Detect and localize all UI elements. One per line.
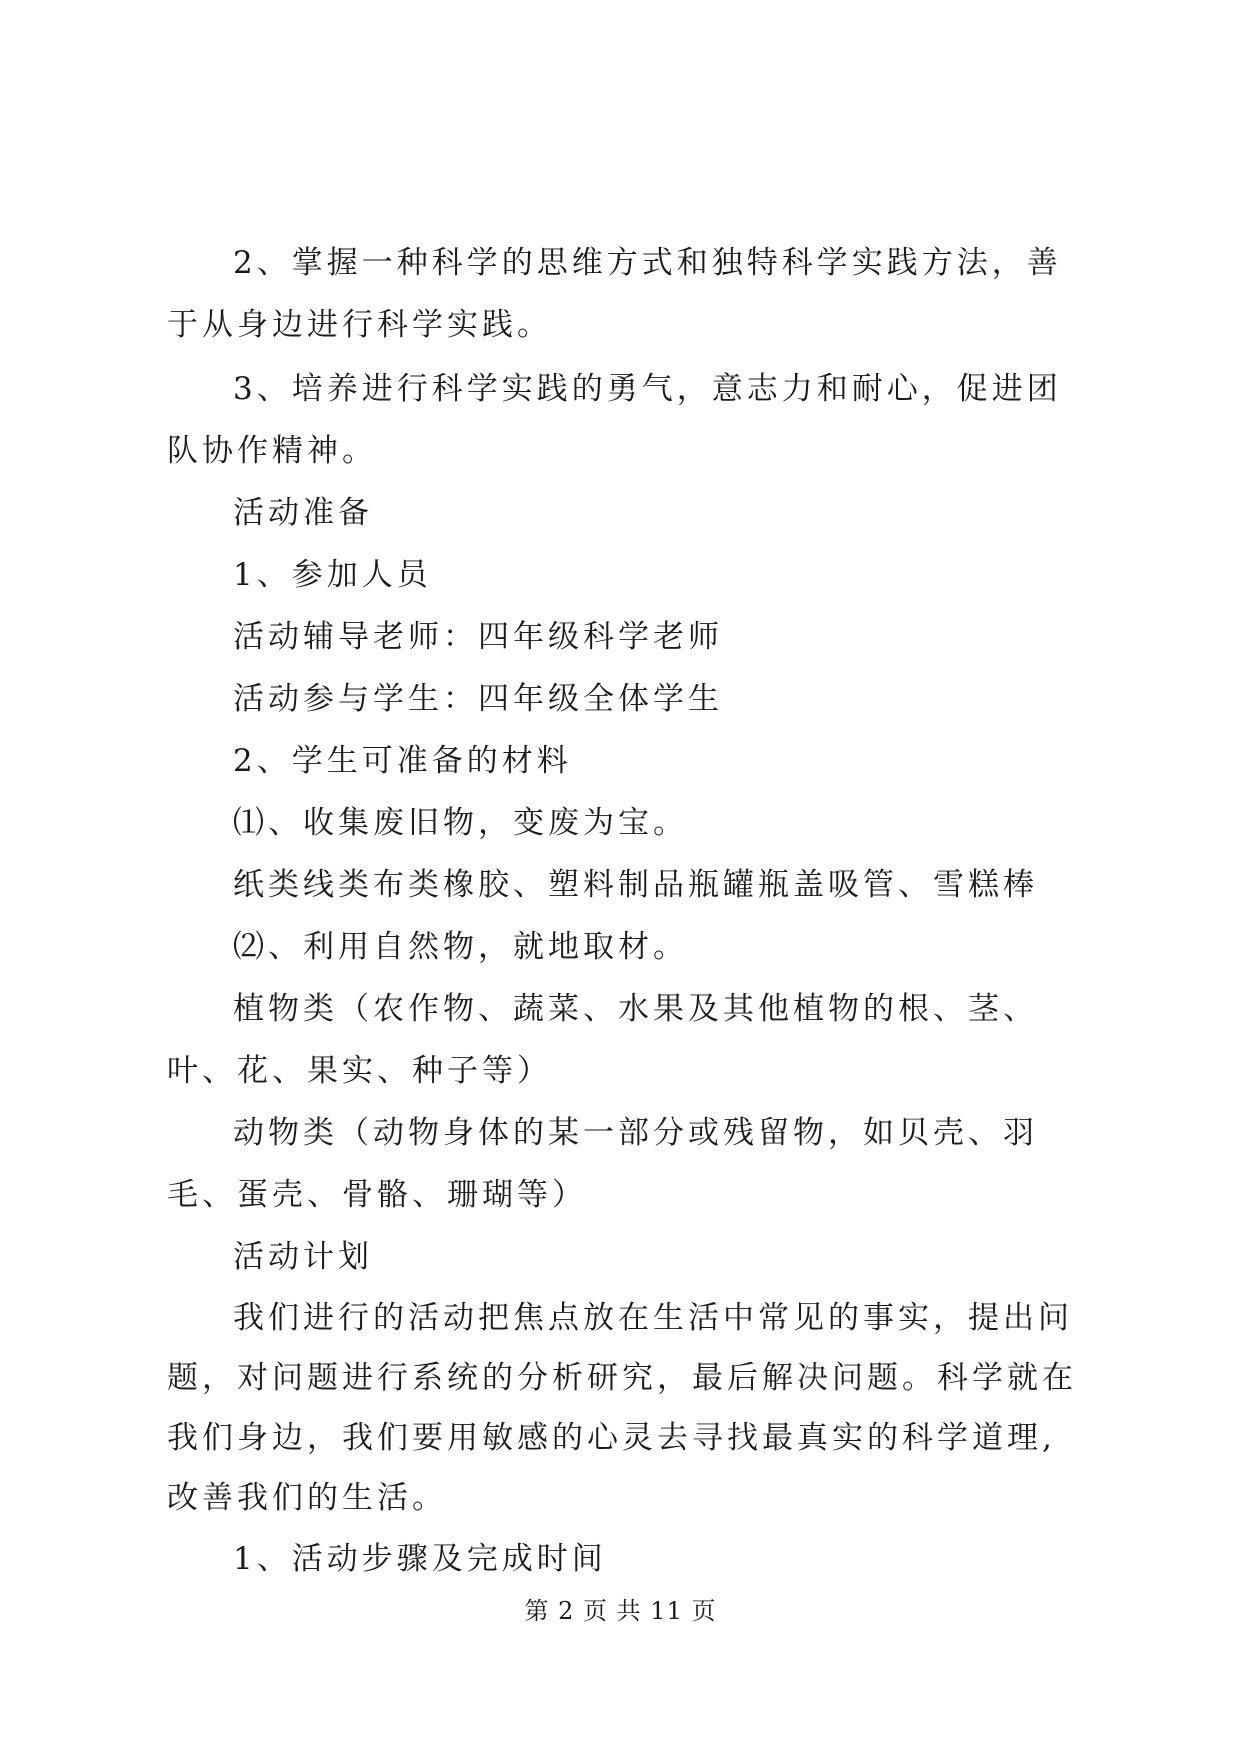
item-steps: 1、活动步骤及完成时间	[233, 1541, 607, 1577]
subitem-natural: ⑵、利用自然物，就地取材。	[233, 929, 688, 965]
waste-list: 纸类线类布类橡胶、塑料制品瓶罐瓶盖吸管、雪糕棒	[233, 867, 1038, 903]
section-heading-preparation: 活动准备	[233, 495, 373, 531]
document-body	[167, 232, 1087, 1590]
plan-description: 我们进行的活动把焦点放在生活中常见的事实，提出问题，对问题进行系统的分析研究，最后解决问题。科学就在我们身边，我们要用敏感的心灵去寻找最真实的科学道理,改善我们的生活。	[167, 1300, 1077, 1516]
section-heading-plan: 活动计划	[233, 1239, 373, 1275]
subitem-waste: ⑴、收集废旧物，变废为宝。	[233, 805, 688, 841]
item-teachers: 活动辅导老师：四年级科学老师	[233, 619, 723, 655]
page-number-footer: 第 2 页 共 11 页	[524, 1597, 717, 1625]
item-materials: 2、学生可准备的材料	[233, 743, 572, 779]
plant-list: 植物类（农作物、蔬菜、水果及其他植物的根、茎、叶、花、果实、种子等）	[167, 991, 1038, 1089]
animal-list: 动物类（动物身体的某一部分或残留物，如贝壳、羽毛、蛋壳、骨骼、珊瑚等）	[167, 1115, 1038, 1213]
objective-3: 3、培养进行科学实践的勇气，意志力和耐心，促进团队协作精神。	[167, 371, 1062, 469]
item-students: 活动参与学生：四年级全体学生	[233, 681, 723, 717]
objective-2: 2、掌握一种科学的思维方式和独特科学实践方法，善于从身边进行科学实践。	[167, 245, 1062, 343]
item-participants: 1、参加人员	[233, 557, 432, 593]
